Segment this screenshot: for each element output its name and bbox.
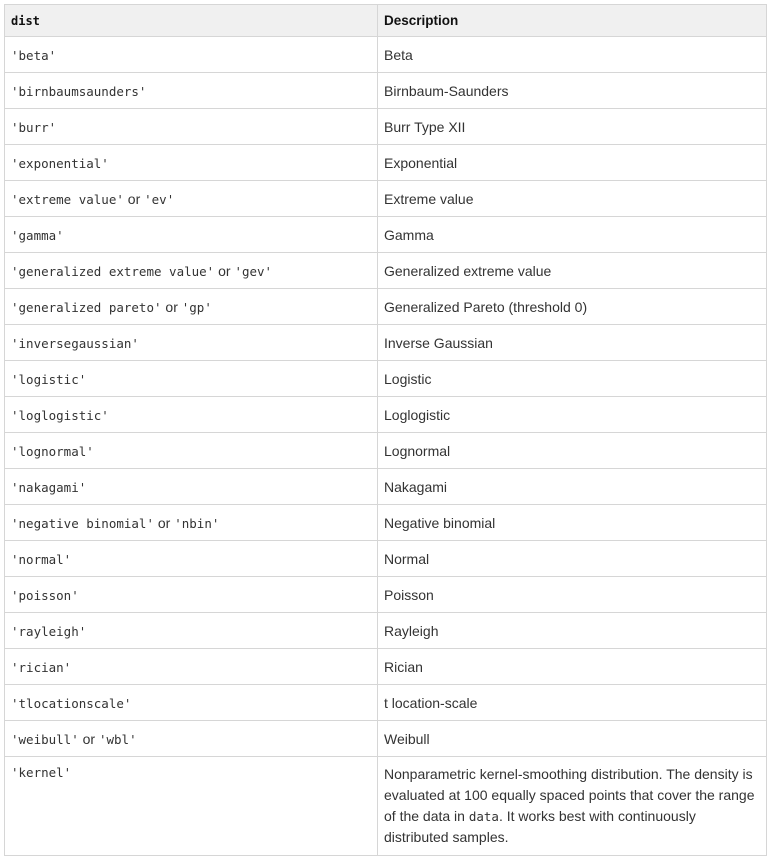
table-row-kernel: [5, 757, 767, 856]
description-cell: Exponential: [378, 145, 767, 181]
description-cell: Generalized Pareto (threshold 0): [378, 289, 767, 325]
dist-value: 'extreme value': [11, 191, 124, 207]
table-row: [5, 721, 767, 757]
dist-cell: [5, 721, 378, 757]
table-row: [5, 433, 767, 469]
description-cell: Negative binomial: [378, 505, 767, 541]
dist-cell: [5, 505, 378, 541]
dist-value: 'burr': [11, 119, 57, 135]
dist-value: 'generalized extreme value': [11, 263, 215, 279]
or-separator: or: [127, 190, 141, 207]
dist-cell: [5, 253, 378, 289]
table-row: [5, 289, 767, 325]
table-row: [5, 469, 767, 505]
description-cell: Burr Type XII: [378, 109, 767, 145]
dist-cell: [5, 757, 378, 856]
description-cell: [378, 757, 767, 856]
table-row: [5, 361, 767, 397]
table-row: [5, 217, 767, 253]
description-cell: t location-scale: [378, 685, 767, 721]
or-separator: or: [157, 514, 171, 531]
description-cell: Generalized extreme value: [378, 253, 767, 289]
dist-value: 'kernel': [11, 765, 72, 780]
dist-cell: [5, 541, 378, 577]
or-separator: or: [165, 298, 178, 315]
table-row: [5, 649, 767, 685]
table-row: [5, 541, 767, 577]
dist-value: 'loglogistic': [11, 407, 109, 423]
dist-value: 'normal': [11, 551, 72, 567]
dist-value: 'tlocationscale': [11, 695, 132, 711]
description-cell: Poisson: [378, 577, 767, 613]
dist-cell: [5, 613, 378, 649]
dist-value: 'gamma': [11, 227, 64, 243]
dist-cell: [5, 37, 378, 73]
dist-value: 'nakagami': [11, 479, 87, 495]
dist-cell: [5, 289, 378, 325]
dist-cell: [5, 433, 378, 469]
table-row: [5, 577, 767, 613]
dist-cell: [5, 397, 378, 433]
table-row: [5, 109, 767, 145]
dist-cell: [5, 361, 378, 397]
dist-cell: [5, 469, 378, 505]
dist-value: 'lognormal': [11, 443, 94, 459]
description-cell: Gamma: [378, 217, 767, 253]
kernel-description-text: Nonparametric kernel-smoothing distribution. The density is evaluated at 100 equally spaced points that cover the range of the data in: [384, 766, 755, 824]
dist-value: 'rayleigh': [11, 623, 87, 639]
dist-cell: [5, 145, 378, 181]
dist-value: 'generalized pareto': [11, 299, 162, 315]
dist-cell: [5, 649, 378, 685]
dist-value: 'gp': [181, 299, 212, 315]
or-separator: or: [82, 730, 96, 747]
dist-value: 'negative binomial': [11, 515, 154, 531]
dist-value: 'exponential': [11, 155, 109, 171]
kernel-description-text-end: . It works best with continuously distributed samples.: [384, 808, 696, 845]
table-body: [5, 37, 767, 856]
dist-value: 'wbl': [98, 731, 137, 747]
dist-value: 'birnbaumsaunders': [11, 83, 147, 99]
dist-value: 'poisson': [11, 587, 79, 603]
table-row: [5, 505, 767, 541]
description-cell: Logistic: [378, 361, 767, 397]
description-cell: Inverse Gaussian: [378, 325, 767, 361]
table-row: [5, 145, 767, 181]
dist-value: 'ev': [144, 191, 175, 207]
dist-cell: [5, 181, 378, 217]
description-cell: Rayleigh: [378, 613, 767, 649]
description-cell: Weibull: [378, 721, 767, 757]
dist-cell: [5, 685, 378, 721]
dist-value: 'weibull': [11, 731, 79, 747]
table-row: [5, 397, 767, 433]
description-cell: Extreme value: [378, 181, 767, 217]
table-row: [5, 73, 767, 109]
description-cell: Normal: [378, 541, 767, 577]
dist-value: 'inversegaussian': [11, 335, 139, 351]
or-separator: or: [218, 262, 231, 279]
table-row: [5, 325, 767, 361]
description-cell: Beta: [378, 37, 767, 73]
dist-value: 'gev': [234, 263, 273, 279]
dist-value: 'nbin': [174, 515, 220, 531]
table-header-row: [5, 5, 767, 37]
distribution-table: [4, 4, 767, 856]
dist-value: 'beta': [11, 47, 57, 63]
column-header-dist: dist: [5, 5, 378, 37]
dist-cell: [5, 109, 378, 145]
table-row: [5, 613, 767, 649]
kernel-description-code: data: [468, 809, 499, 824]
table-row: [5, 181, 767, 217]
description-cell: Lognormal: [378, 433, 767, 469]
description-cell: Loglogistic: [378, 397, 767, 433]
description-cell: Nakagami: [378, 469, 767, 505]
description-cell: Birnbaum-Saunders: [378, 73, 767, 109]
table-row: [5, 685, 767, 721]
dist-value: 'rician': [11, 659, 72, 675]
dist-cell: [5, 73, 378, 109]
dist-cell: [5, 577, 378, 613]
dist-cell: [5, 325, 378, 361]
table-row: [5, 253, 767, 289]
dist-value: 'logistic': [11, 371, 87, 387]
description-cell: Rician: [378, 649, 767, 685]
column-header-description: Description: [378, 5, 767, 37]
dist-cell: [5, 217, 378, 253]
table-row: [5, 37, 767, 73]
